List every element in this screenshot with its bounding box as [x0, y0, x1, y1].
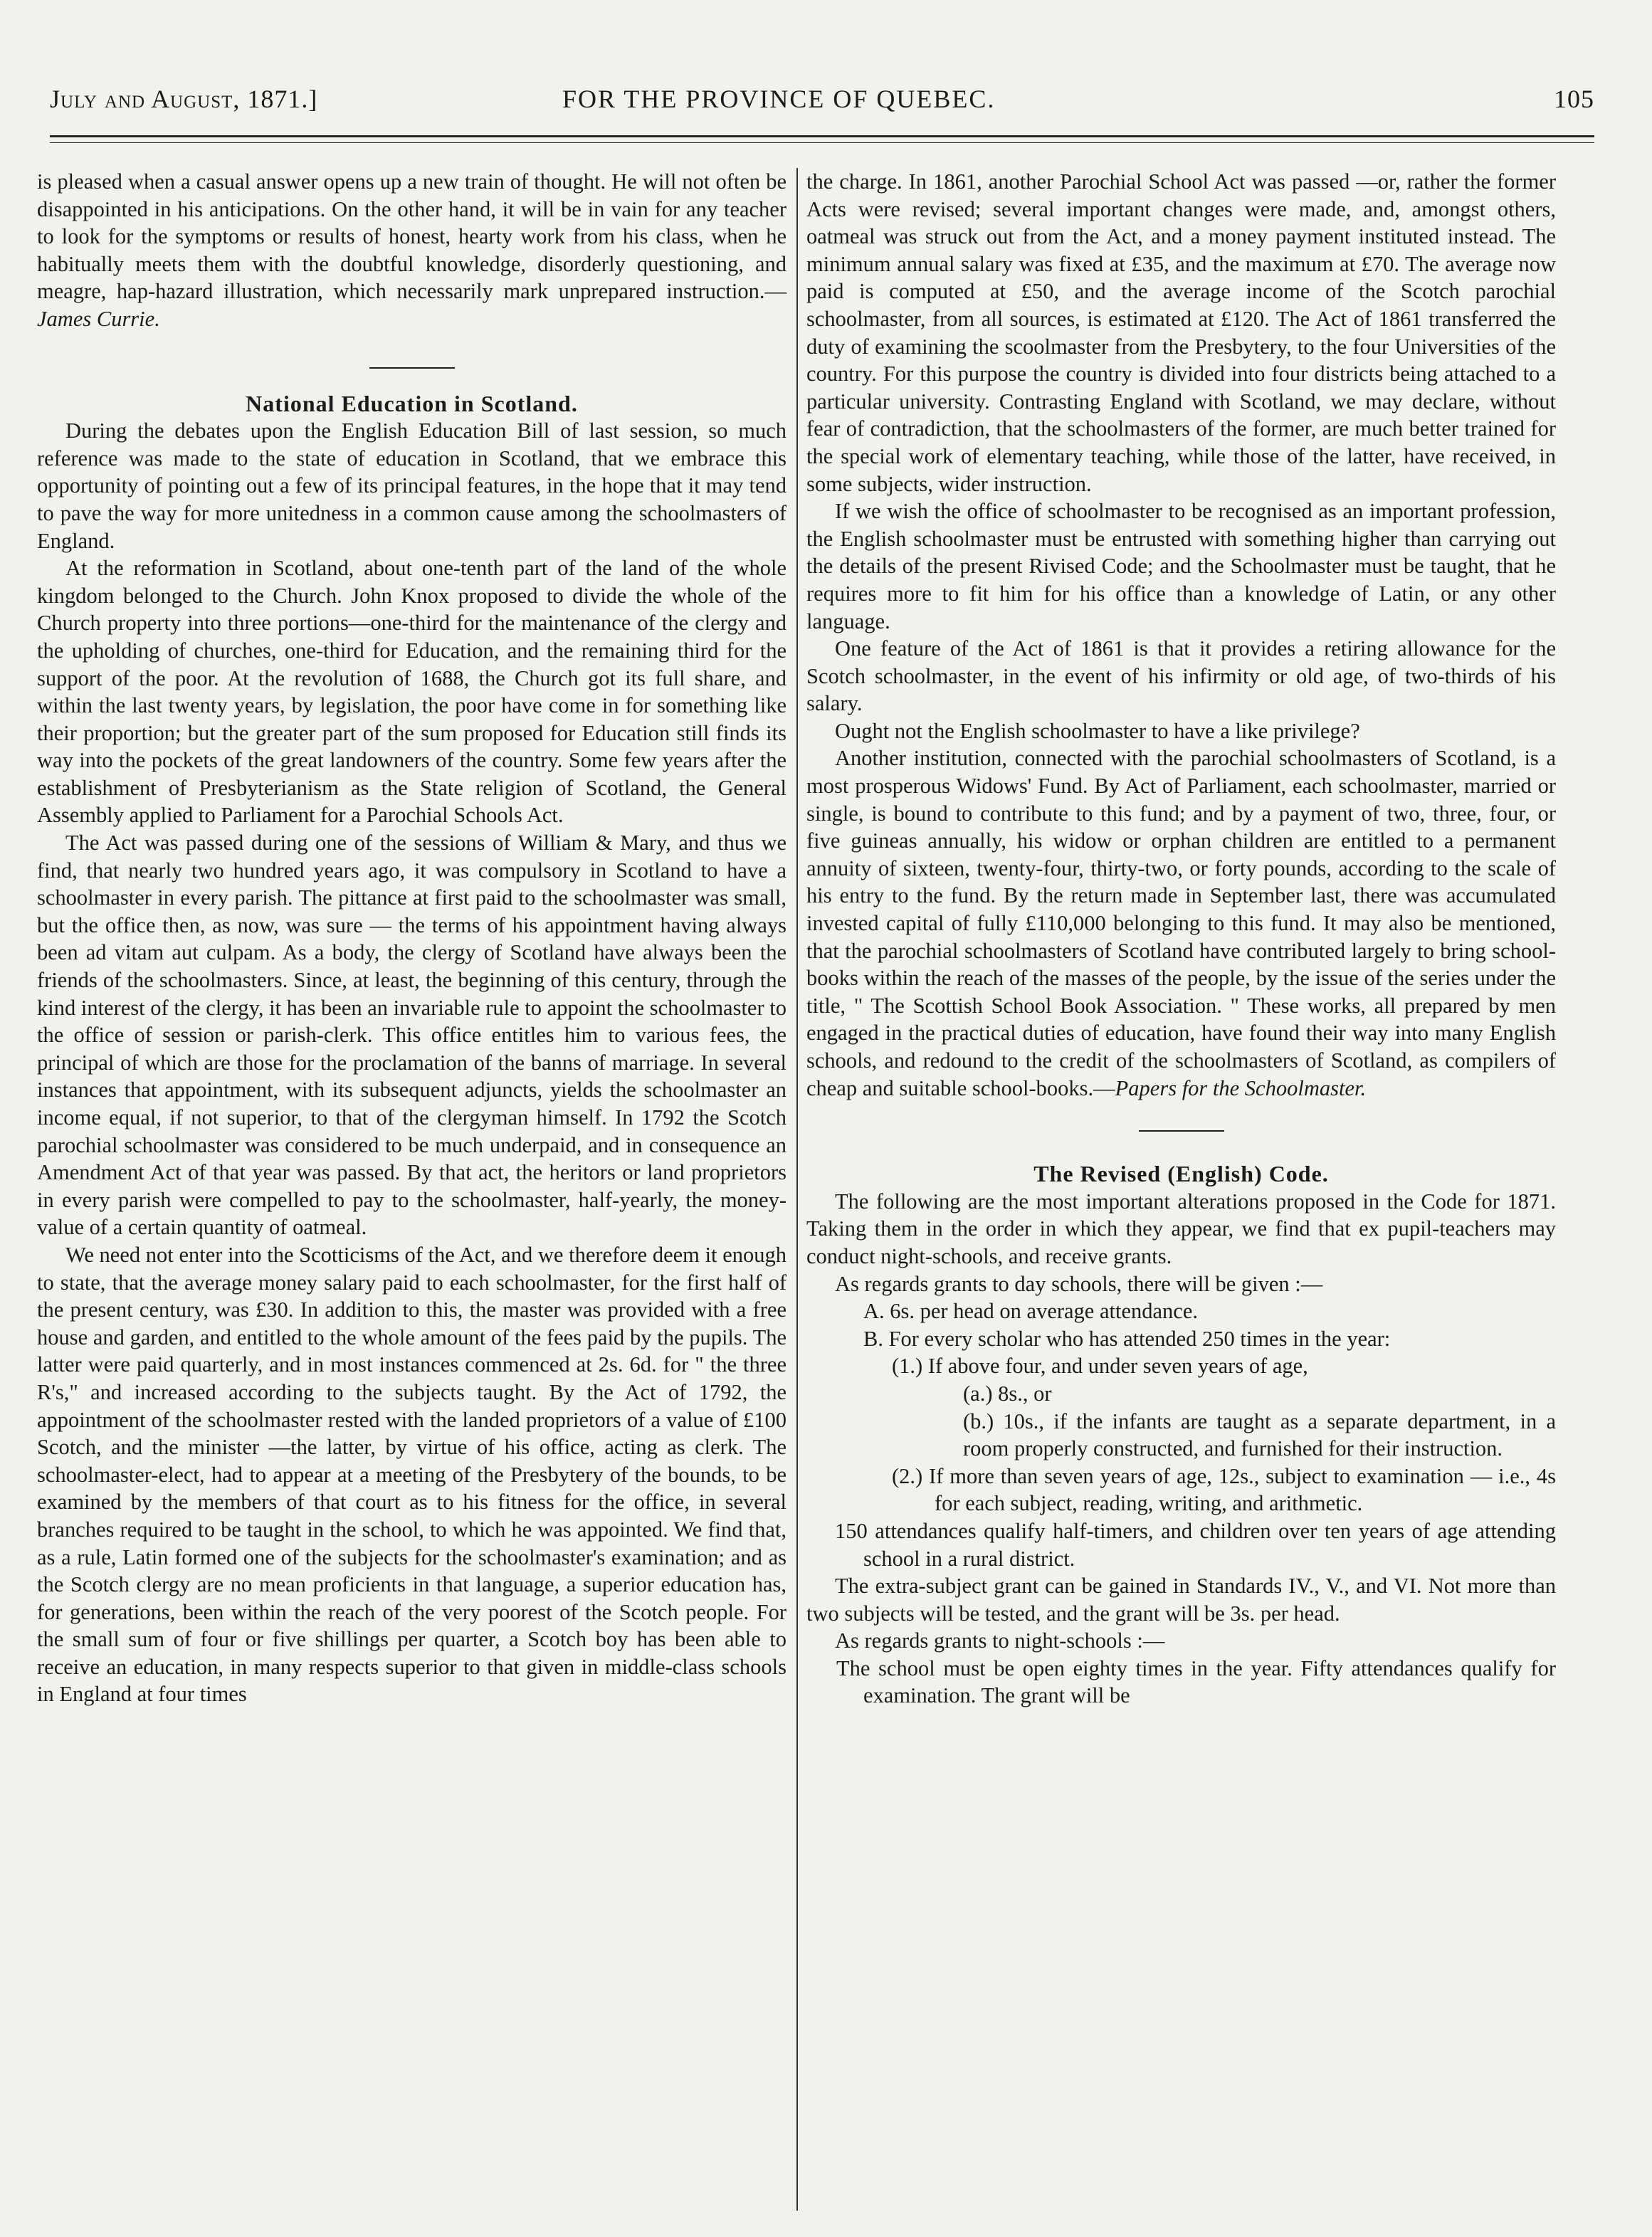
intro-paragraph: is pleased when a casual answer opens up a new train of thought. He will not often be disappointed in his anticipations. On the other hand, it will be in vain for any teacher to look for the symptoms or results of honest, hearty work from his class, when he habitually meets them with the doubtful knowledge, disorderly questioning, and meagre, hap-hazard illustration, which necessarily mark unprepared instruction.—James Currie.: [37, 169, 786, 331]
list-item: A. 6s. per head on average attendance.: [863, 1299, 1198, 1324]
left-column: [37, 168, 786, 1708]
paragraph: At the reformation in Scotland, about one-tenth part of the land of the whole kingdom belonged to the Church. John Knox proposed to divide the whole of the Church property into three portions—one-third for the maintenance of the clergy and the upholding of churches, one-third for Education, and the remaining third for the support of the poor. At the revolution of 1688, the Church got its full share, and within the last twenty years, by legislation, the poor have come in for something like their proportion; but the greater part of the sum proposed for Education still finds its way into the pockets of the great landowners of the country. Some few years after the establishment of Presbyterianism as the State religion of Scotland, the General Assembly applied to Parliament for a Parochial Schools Act.: [37, 556, 786, 828]
paragraph: We need not enter into the Scotticisms of the Act, and we therefore deem it enough to state, that the average money salary paid to each schoolmaster, for the first half of the present century, was £30. In addition to this, the master was provided with a free house and garden, and entitled to the whole amount of the fees paid by the pupils. The latter were paid quarterly, and in most instances commenced at 2s. 6d. for " the three R's," and increased according to the subjects taught. By the Act of 1792, the appointment of the schoolmaster rested with the landed proprietors of a value of £100 Scotch, and the minister —the latter, by virtue of his office, acting as clerk. The schoolmaster-elect, had to appear at a meeting of the Presbytery of the bounds, to be examined by the members of that court as to his fitness for the office, in several branches required to be taught in the school, to which he was appointed. We find that, as a rule, Latin formed one of the subjects for the schoolmaster's examination; and as the Scotch clergy are no mean proficients in that language, a superior education has, for generations, been within the reach of the very poorest of the Scotch people. For the small sum of four or five shillings per quarter, a Scotch boy has been able to receive an education, in many respects superior to that given in middle-class schools in England at four times: [37, 1242, 786, 1707]
article-title-revised-code: The Revised (English) Code.: [1033, 1161, 1329, 1187]
header-rule-thick: [50, 135, 1594, 137]
running-header: [50, 84, 1594, 127]
paragraph: As regards grants to day schools, there will be given :—: [835, 1271, 1323, 1296]
article-title-scotland: National Education in Scotland.: [246, 390, 578, 416]
paragraph: One feature of the Act of 1861 is that it provides a retiring allowance for the Scotch schoolmaster, in the event of his infirmity or old age, of two-thirds of his salary.: [806, 636, 1556, 716]
header-date: July and August, 1871.]: [50, 85, 318, 113]
list-item: (a.) 8s., or: [963, 1381, 1052, 1406]
right-column: [806, 168, 1556, 1710]
paragraph: The school must be open eighty times in the year. Fifty attendances qualify for examination. The grant will be: [836, 1656, 1556, 1708]
list-item: (2.) If more than seven years of age, 12s., subject to examination — i.e., 4s for each subject, reading, writing, and arithmetic.: [892, 1463, 1556, 1516]
header-title: FOR THE PROVINCE OF QUEBEC.: [562, 85, 996, 113]
article-signature: Papers for the Schoolmaster.: [1115, 1075, 1367, 1100]
paragraph: As regards grants to night-schools :—: [835, 1628, 1165, 1653]
paragraph: The following are the most important alterations proposed in the Code for 1871. Taking them in the order in which they appear, we find that ex pupil-teachers may conduct night-schools, and receive grants.: [806, 1189, 1556, 1268]
paragraph: If we wish the office of schoolmaster to be recognised as an important profession, the English schoolmaster must be entrusted with something higher than carrying out the details of the present Rivised Code; and the Schoolmaster must be taught, that he requires more to fit him for his office than a knowledge of Latin, or any other language.: [806, 499, 1556, 633]
page-number: 105: [1554, 85, 1594, 113]
paragraph: 150 attendances qualify half-timers, and children over ten years of age attending school in a rural district.: [835, 1518, 1556, 1571]
header-rule-thin: [50, 142, 1594, 143]
paragraph: The Act was passed during one of the sessions of William & Mary, and thus we find, that nearly two hundred years ago, it was compulsory in Scotland to have a schoolmaster in every parish. The pittance at first paid to the schoolmaster was small, but the office then, as now, was sure — the terms of his appointment having always been ad vitam aut culpam. As a body, the clergy of Scotland have always been the friends of the schoolmasters. Since, at least, the beginning of this century, through the kind interest of the clergy, it has been an invariable rule to appoint the schoolmaster to the office of session or parish-clerk. This office entitles him to various fees, the principal of which are those for the proclamation of the banns of marriage. In several instances that appointment, with its subsequent adjuncts, yields the schoolmaster an income equal, if not superior, to that of the clergyman himself. In 1792 the Scotch parochial schoolmaster was considered to be much underpaid, and in consequence an Amendment Act of that year was passed. By that act, the heritors or land proprietors in every parish were compelled to pay to the schoolmaster, half-yearly, the money-value of a certain quantity of oatmeal.: [37, 831, 786, 1240]
paragraph: Ought not the English schoolmaster to have a like privilege?: [835, 718, 1360, 743]
paragraph: the charge. In 1861, another Parochial School Act was passed —or, rather the former Acts were revised; several important changes were made, and, amongst others, oatmeal was struck out from the Act, and a money payment instituted instead. The minimum annual salary was fixed at £35, and the maximum at £70. The average now paid is computed at £50, and the average income of the Scotch parochial schoolmaster, from all sources, is estimated at £120. The Act of 1861 transferred the duty of examining the scoolmaster from the Presbytery, to the four Universities of the country. For this purpose the country is divided into four districts being attached to a particular university. Contrasting England with Scotland, we may declare, without fear of contradiction, that the schoolmasters of the former, are much better trained for the special work of elementary teaching, while those of the latter, have received, in some subjects, wider instruction.: [806, 169, 1556, 496]
list-item: (1.) If above four, and under seven years of age,: [892, 1354, 1308, 1379]
paragraph: During the debates upon the English Education Bill of last session, so much reference was made to the state of education in Scotland, that we embrace this opportunity of pointing out a few of its principal features, in the hope that it may tend to pave the way for more unitedness in a common cause among the schoolmasters of England.: [37, 419, 786, 553]
paragraph: The extra-subject grant can be gained in Standards IV., V., and VI. Not more than two subjects will be tested, and the grant will be 3s. per head.: [806, 1574, 1556, 1626]
paragraph: Another institution, connected with the parochial schoolmasters of Scotland, is a most prosperous Widows' Fund. By Act of Parliament, each schoolmaster, married or single, is bound to contribute to this fund; and by a payment of two, three, four, or five guineas annually, his widow or orphan children are entitled to a permanent annuity of sixteen, twenty-four, thirty-two, or forty pounds, according to the scale of his entry to the fund. By the return made in September last, there was accumulated invested capital of fully £110,000 belonging to this fund. It may also be mentioned, that the parochial schoolmasters of Scotland have contributed largely to bring school-books within the reach of the masses of the people, by the issue of the series under the title, " The Scottish School Book Association. " These works, all prepared by men engaged in the practical duties of education, have found their way into many English schools, and redound to the credit of the schoolmasters of Scotland, as compilers of cheap and suitable school-books.—Papers for the Schoolmaster.: [806, 746, 1556, 1100]
list-item: (b.) 10s., if the infants are taught as a separate department, in a room properly constructed, and furnished for their instruction.: [963, 1409, 1556, 1461]
list-item: B. For every scholar who has attended 250 times in the year:: [863, 1326, 1391, 1351]
column-divider: [796, 168, 798, 2211]
intro-signature: James Currie.: [37, 306, 160, 331]
